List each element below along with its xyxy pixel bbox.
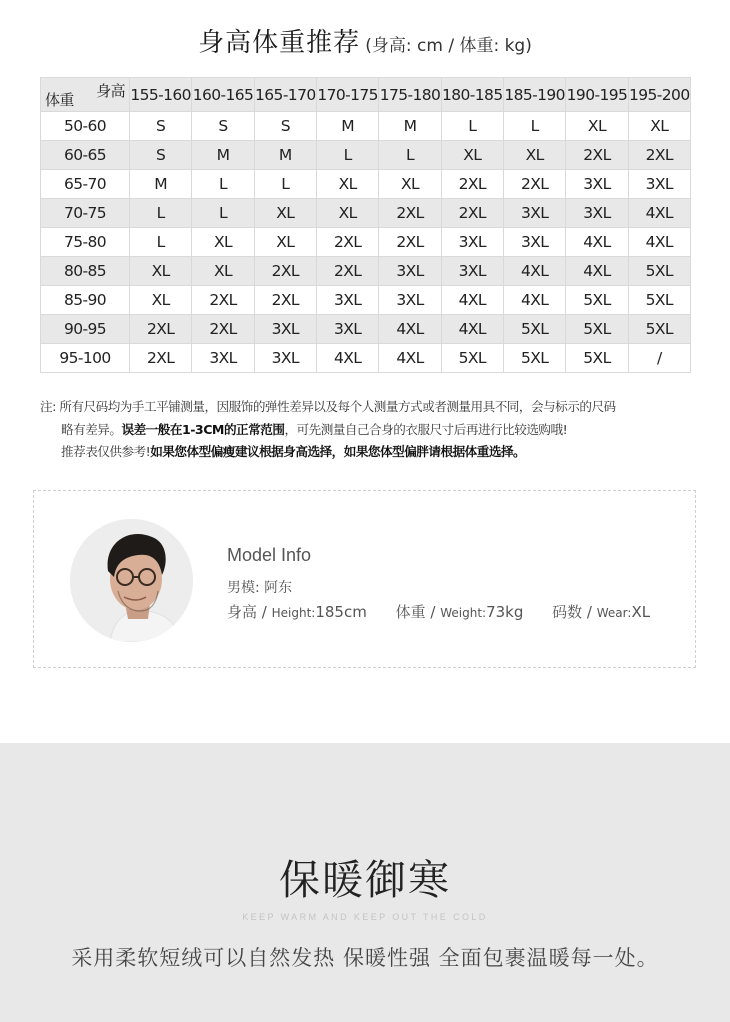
size-cell: L (192, 199, 254, 228)
feature-banner (0, 743, 730, 1022)
size-cell: 3XL (503, 199, 565, 228)
size-cell: XL (566, 112, 628, 141)
weight-cell: 90-95 (41, 315, 130, 344)
size-cell: 3XL (628, 170, 690, 199)
table-row (41, 170, 691, 199)
size-cell: XL (130, 286, 192, 315)
size-cell: 4XL (379, 315, 441, 344)
table-row (41, 141, 691, 170)
size-cell: S (130, 112, 192, 141)
size-cell: M (130, 170, 192, 199)
table-corner (41, 78, 130, 112)
size-cell: 4XL (441, 286, 503, 315)
size-cell: 3XL (441, 228, 503, 257)
title-units: (身高: cm / 体重: kg) (365, 36, 532, 56)
note-line-3: 推荐表仅供参考!如果您体型偏瘦建议根据身高选择，如果您体型偏胖请根据体重选择。 (61, 444, 526, 459)
size-cell: S (254, 112, 316, 141)
height-header: 170-175 (316, 78, 378, 112)
weight-cell: 65-70 (41, 170, 130, 199)
size-cell: XL (254, 228, 316, 257)
height-header: 180-185 (441, 78, 503, 112)
height-header: 175-180 (379, 78, 441, 112)
note-line-2: 略有差异。误差一般在1-3CM的正常范围，可先测量自己合身的衣服尺寸后再进行比较选购哦! (61, 421, 568, 437)
table-row (41, 199, 691, 228)
size-cell: 2XL (503, 170, 565, 199)
table-row (41, 286, 691, 315)
note-line-1: 注: 所有尺码均为手工平铺测量，因服饰的弹性差异以及每个人测量方式或者测量用具不同，会与标示的尺码 (40, 399, 616, 414)
weight-cell: 85-90 (41, 286, 130, 315)
size-cell: L (130, 199, 192, 228)
size-cell: XL (192, 257, 254, 286)
size-cell: 5XL (628, 257, 690, 286)
size-cell: 3XL (254, 344, 316, 373)
weight-cell: 80-85 (41, 257, 130, 286)
size-cell: 5XL (441, 344, 503, 373)
table-row (41, 344, 691, 373)
table-row (41, 228, 691, 257)
weight-cell: 95-100 (41, 344, 130, 373)
size-chart-title (0, 22, 730, 59)
model-info-title: Model Info (227, 545, 312, 565)
feature-subtitle: KEEP WARM AND KEEP OUT THE COLD (242, 912, 488, 922)
size-cell: 5XL (566, 344, 628, 373)
weight-cell: 70-75 (41, 199, 130, 228)
size-chart-table (40, 77, 691, 373)
corner-weight-label: 体重 (45, 91, 74, 109)
size-cell: 4XL (379, 344, 441, 373)
size-cell: 4XL (566, 228, 628, 257)
size-cell: 2XL (628, 141, 690, 170)
height-header: 160-165 (192, 78, 254, 112)
size-cell: 4XL (441, 315, 503, 344)
size-cell: 5XL (503, 315, 565, 344)
size-cell: 2XL (441, 199, 503, 228)
size-cell: 3XL (254, 315, 316, 344)
size-cell: 2XL (379, 199, 441, 228)
size-cell: 3XL (379, 257, 441, 286)
size-cell: 4XL (628, 199, 690, 228)
weight-cell: 60-65 (41, 141, 130, 170)
size-cell: XL (316, 170, 378, 199)
size-cell: M (379, 112, 441, 141)
feature-description: 采用柔软短绒可以自然发热 保暖性强 全面包裹温暖每一处。 (71, 946, 659, 970)
size-cell: 2XL (316, 257, 378, 286)
height-header: 165-170 (254, 78, 316, 112)
model-height: 身高 / Height:185cm (227, 603, 367, 621)
size-cell: 4XL (316, 344, 378, 373)
size-cell: L (254, 170, 316, 199)
size-cell: 3XL (566, 199, 628, 228)
table-row (41, 315, 691, 344)
size-cell: / (628, 344, 690, 373)
size-cell: L (316, 141, 378, 170)
size-cell: XL (503, 141, 565, 170)
size-cell: 2XL (130, 315, 192, 344)
size-cell: 5XL (628, 315, 690, 344)
size-cell: XL (254, 199, 316, 228)
model-name: 男模: 阿东 (227, 580, 293, 596)
size-cell: 5XL (503, 344, 565, 373)
size-cell: 3XL (441, 257, 503, 286)
corner-height-label: 身高 (96, 82, 125, 100)
height-header: 195-200 (628, 78, 690, 112)
size-cell: 5XL (566, 286, 628, 315)
weight-cell: 50-60 (41, 112, 130, 141)
size-cell: L (192, 170, 254, 199)
size-cell: 5XL (628, 286, 690, 315)
size-cell: 4XL (503, 257, 565, 286)
size-cell: 4XL (628, 228, 690, 257)
size-note (40, 396, 700, 464)
size-cell: 4XL (503, 286, 565, 315)
size-cell: 3XL (566, 170, 628, 199)
size-cell: 3XL (503, 228, 565, 257)
height-header: 155-160 (130, 78, 192, 112)
size-chart-body (41, 78, 691, 373)
size-cell: 2XL (316, 228, 378, 257)
model-stats (227, 601, 674, 622)
table-row (41, 257, 691, 286)
size-cell: 3XL (316, 286, 378, 315)
size-cell: 2XL (192, 315, 254, 344)
size-cell: XL (379, 170, 441, 199)
size-cell: 2XL (379, 228, 441, 257)
size-cell: L (441, 112, 503, 141)
size-cell: S (192, 112, 254, 141)
model-wear-size: 码数 / Wear:XL (552, 603, 651, 621)
size-cell: L (379, 141, 441, 170)
size-cell: XL (628, 112, 690, 141)
size-cell: 2XL (192, 286, 254, 315)
size-cell: 5XL (566, 315, 628, 344)
size-cell: 2XL (130, 344, 192, 373)
size-cell: L (503, 112, 565, 141)
model-weight: 体重 / Weight:73kg (395, 603, 524, 621)
size-cell: M (316, 112, 378, 141)
size-cell: S (130, 141, 192, 170)
size-cell: M (254, 141, 316, 170)
height-header: 190-195 (566, 78, 628, 112)
size-cell: 2XL (254, 286, 316, 315)
size-cell: 4XL (566, 257, 628, 286)
size-cell: XL (316, 199, 378, 228)
size-cell: XL (192, 228, 254, 257)
feature-title: 保暖御寒 (279, 856, 451, 904)
weight-cell: 75-80 (41, 228, 130, 257)
model-avatar (70, 519, 193, 642)
size-cell: 2XL (254, 257, 316, 286)
size-cell: 2XL (566, 141, 628, 170)
size-cell: 3XL (192, 344, 254, 373)
size-cell: 3XL (316, 315, 378, 344)
size-cell: M (192, 141, 254, 170)
size-cell: 3XL (379, 286, 441, 315)
size-cell: 2XL (441, 170, 503, 199)
size-cell: L (130, 228, 192, 257)
title-main: 身高体重推荐 (198, 28, 361, 58)
height-header: 185-190 (503, 78, 565, 112)
size-cell: XL (441, 141, 503, 170)
table-row (41, 112, 691, 141)
model-info-card (33, 490, 696, 668)
size-cell: XL (130, 257, 192, 286)
